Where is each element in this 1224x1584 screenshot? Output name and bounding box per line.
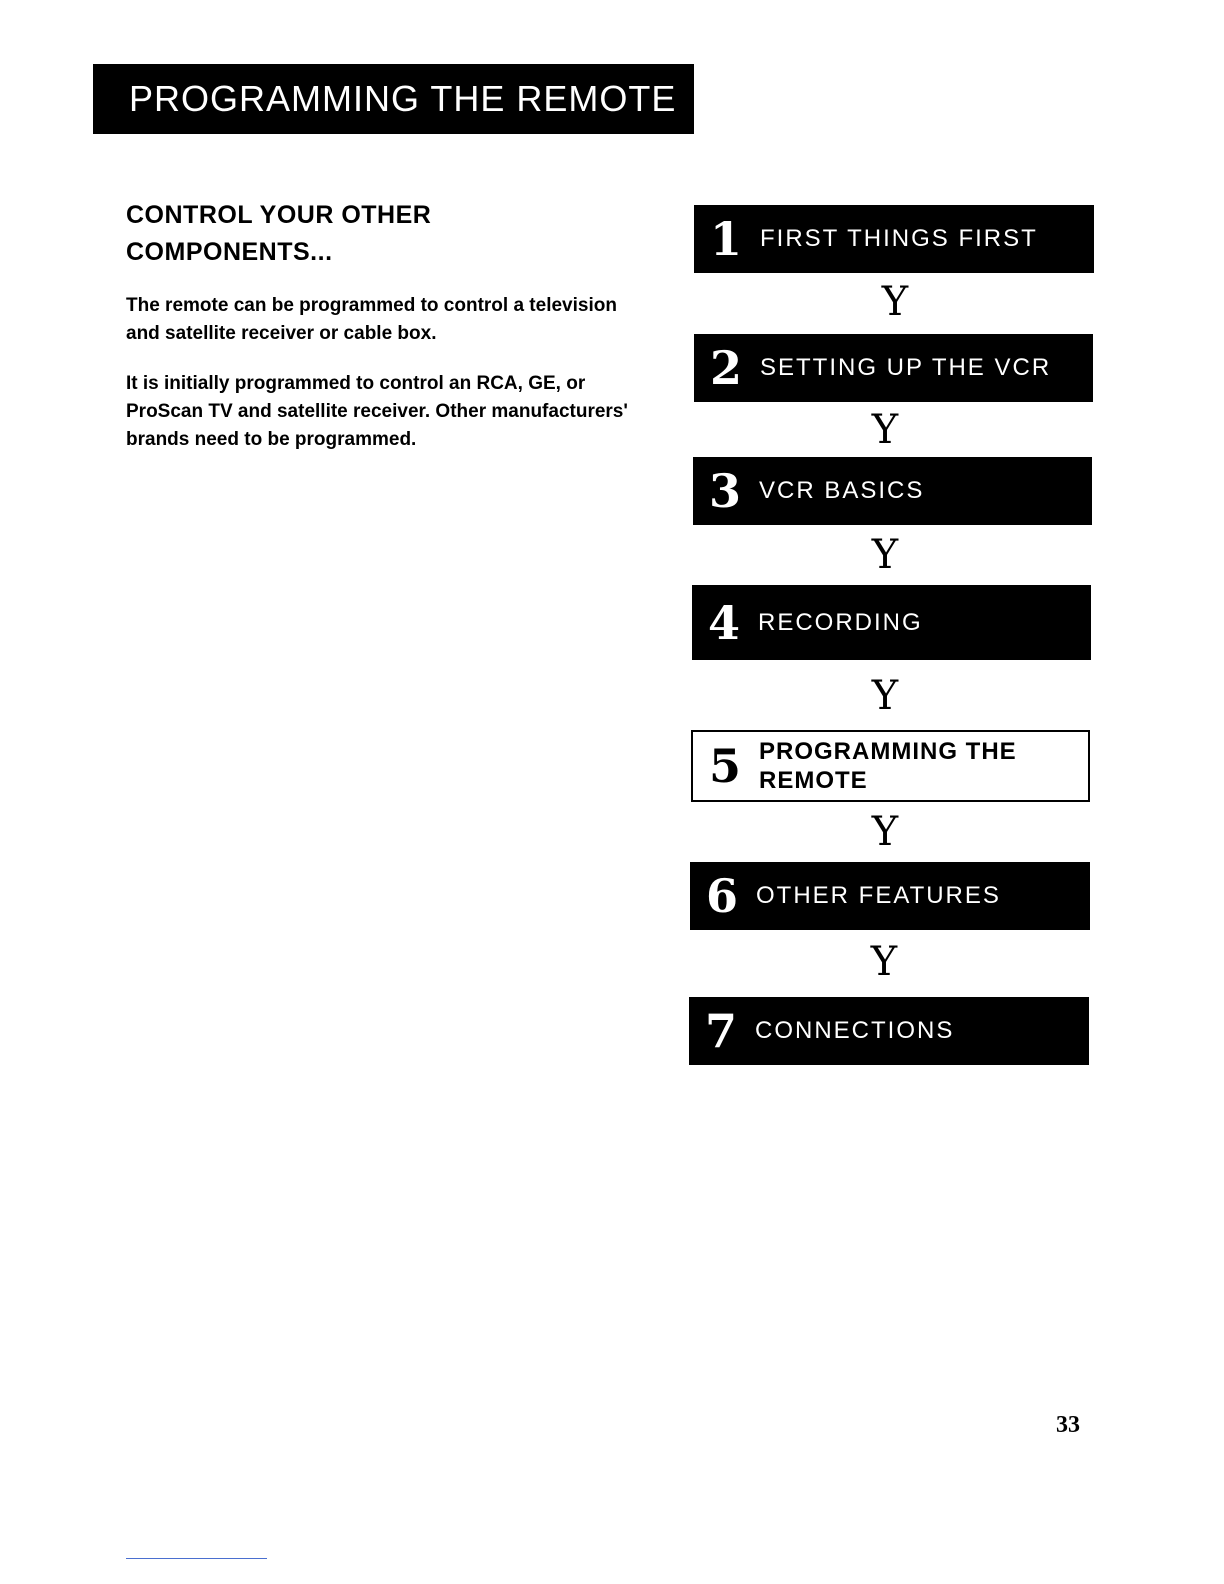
step-label: RECORDING <box>758 608 923 636</box>
step-number: 1 <box>710 212 743 266</box>
step-vcr-basics[interactable] <box>693 457 1092 525</box>
section-heading <box>126 197 606 271</box>
page-number: 33 <box>1056 1412 1080 1438</box>
step-number: 2 <box>710 341 743 395</box>
down-arrow-icon: Y <box>881 279 909 325</box>
step-programming-the-remote-current[interactable] <box>691 730 1090 802</box>
step-setting-up-the-vcr[interactable] <box>694 334 1093 402</box>
step-connections[interactable] <box>689 997 1089 1065</box>
down-arrow-icon: Y <box>870 939 898 985</box>
step-number: 7 <box>705 1004 738 1058</box>
step-number: 3 <box>709 464 742 518</box>
step-other-features[interactable] <box>690 862 1090 930</box>
step-number: 6 <box>706 869 739 923</box>
page-title-banner <box>93 64 694 134</box>
step-label: FIRST THINGS FIRST <box>760 225 1038 252</box>
step-label: VCR BASICS <box>759 477 925 504</box>
step-label: OTHER FEATURES <box>756 882 1001 909</box>
page-title: PROGRAMMING THE REMOTE <box>129 78 677 119</box>
step-label: CONNECTIONS <box>755 1017 955 1044</box>
step-recording[interactable] <box>692 585 1091 660</box>
down-arrow-icon: Y <box>871 673 899 719</box>
default-brands-paragraph: It is initially programmed to control an RCA, GE, or ProScan TV and satellite receiver. Other manufacturers' brands need to be programmed. <box>126 373 628 450</box>
intro-paragraph: The remote can be programmed to control a television and satellite receiver or cable box. <box>126 295 617 344</box>
step-number: 5 <box>709 739 742 793</box>
section-heading-line-2: COMPONENTS... <box>126 238 333 266</box>
step-first-things-first[interactable] <box>694 205 1094 273</box>
down-arrow-icon: Y <box>871 809 899 855</box>
step-label: PROGRAMMING THE REMOTE <box>759 738 1017 794</box>
step-number: 4 <box>708 595 741 650</box>
down-arrow-icon: Y <box>871 407 899 453</box>
section-heading-line-1: CONTROL YOUR OTHER <box>126 201 432 229</box>
down-arrow-icon: Y <box>871 532 899 578</box>
step-label: SETTING UP THE VCR <box>760 354 1052 381</box>
footnote-divider <box>126 1558 267 1559</box>
